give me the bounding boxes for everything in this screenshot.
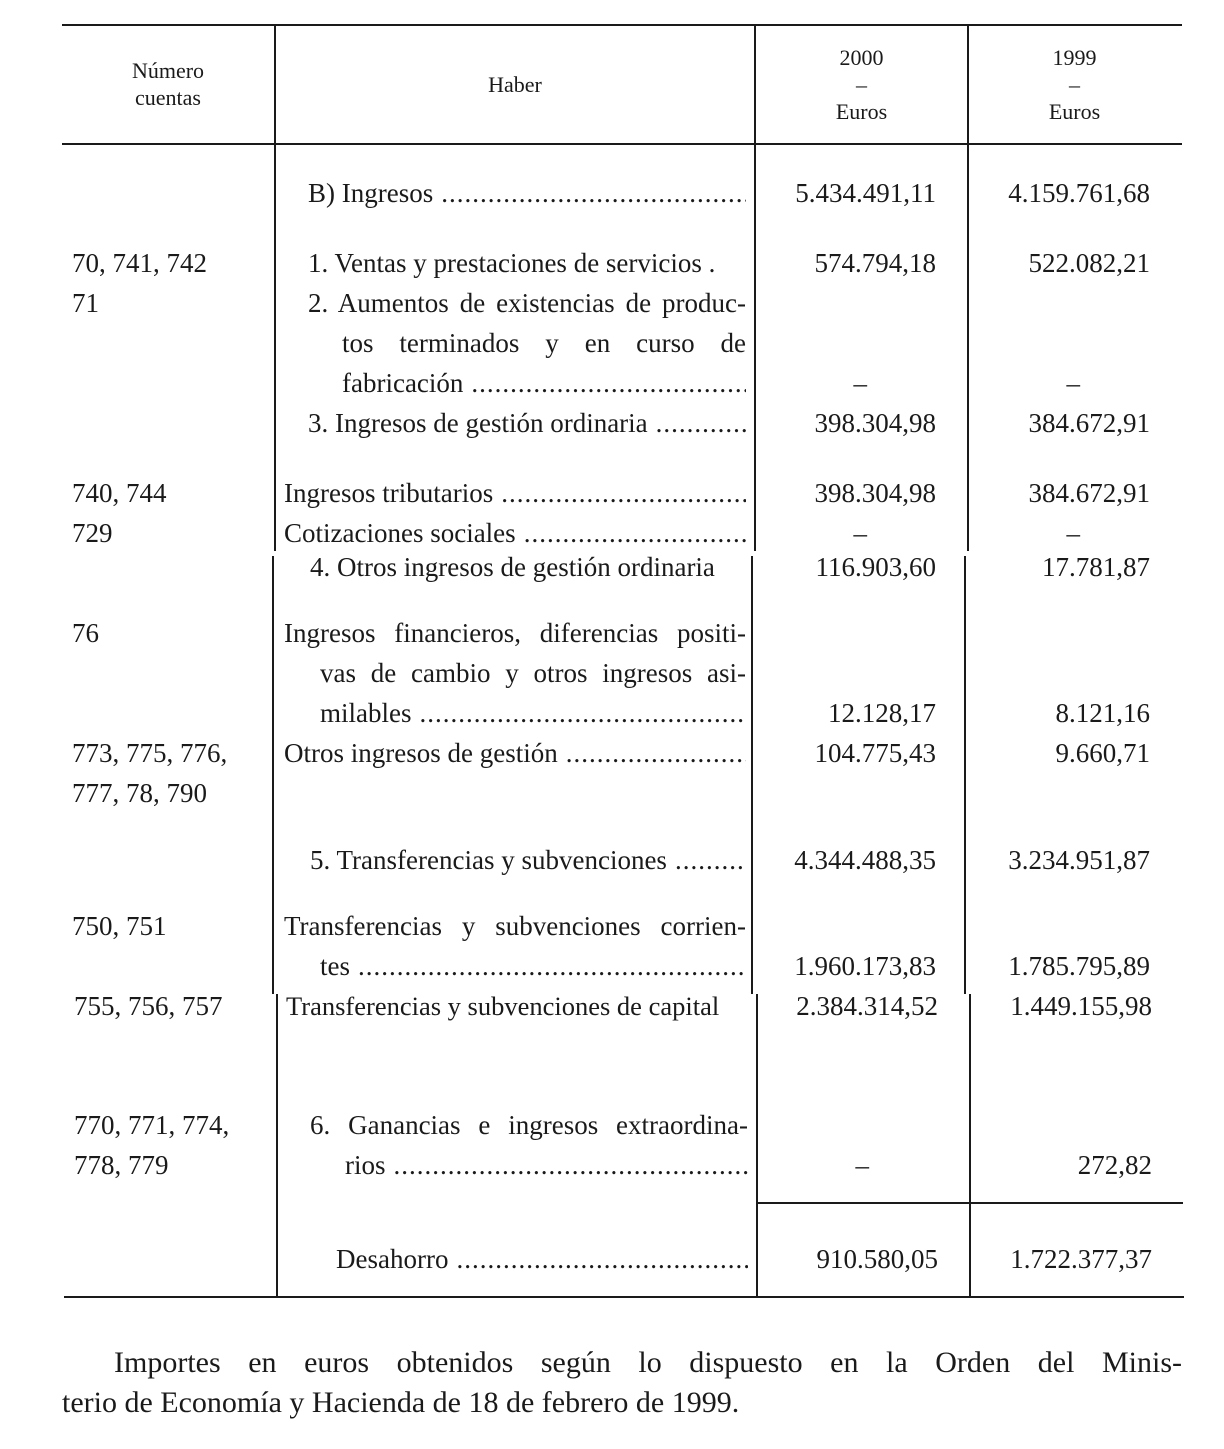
- table-bottom-rule: [64, 1296, 1184, 1298]
- header-accounts: [62, 25, 274, 143]
- row-b-ingresos-2000: 5.434.491,11: [795, 178, 936, 208]
- row-corrientes-2000: 1.960.173,83: [794, 951, 936, 981]
- row-financieros-accounts: 76: [72, 618, 99, 648]
- footnote-line2: terio de Economía y Hacienda de 18 de febrero de 1999.: [62, 1386, 740, 1419]
- header-dash: –: [856, 71, 867, 97]
- row-2-accounts: 71: [72, 288, 99, 318]
- header-unit: Euros: [835, 98, 888, 124]
- row-3-1999: 384.672,91: [1028, 408, 1150, 438]
- footnote: [62, 1343, 1182, 1423]
- header-year-1999: 1999: [1052, 44, 1097, 70]
- header-accounts-line2: cuentas: [135, 85, 201, 110]
- row-corrientes-1999: 1.785.795,89: [1008, 951, 1150, 981]
- row-5-2000: 4.344.488,35: [794, 845, 936, 875]
- row-corrientes-label-line1: Transferencias y subvenciones corrien-: [284, 911, 746, 941]
- row-b-ingresos-1999: 4.159.761,68: [1008, 178, 1150, 208]
- row-desahorro-1999: 1.722.377,37: [1010, 1244, 1152, 1274]
- col-divider-2000: [756, 994, 758, 1297]
- col-divider-2000: [751, 556, 753, 994]
- row-capital-accounts: 755, 756, 757: [74, 991, 223, 1021]
- row-1-accounts: 70, 741, 742: [72, 248, 207, 278]
- header-dash: –: [1069, 71, 1080, 97]
- row-3-label: 3. Ingresos de gestión ordinaria .....: [308, 403, 746, 443]
- row-financieros-1999: 8.121,16: [1055, 698, 1150, 728]
- row-capital-2000: 2.384.314,52: [796, 991, 938, 1021]
- row-6-label-line1: 6. Ganancias e ingresos extraordina-: [310, 1110, 748, 1140]
- row-tributarios-2000: 398.304,98: [814, 478, 936, 508]
- row-4-2000: 116.903,60: [815, 552, 936, 582]
- row-2-label-line1: 2. Aumentos de existencias de produc-: [308, 288, 746, 318]
- row-otros-gestion-accounts-line1: 773, 775, 776,: [72, 738, 228, 768]
- row-5-1999: 3.234.951,87: [1008, 845, 1150, 875]
- row-financieros-2000: 12.128,17: [828, 698, 936, 728]
- row-cotizaciones-2000: –: [853, 518, 867, 548]
- row-6-1999: 272,82: [1077, 1150, 1152, 1180]
- row-corrientes-accounts: 750, 751: [72, 911, 167, 941]
- row-1-2000: 574.794,18: [814, 248, 936, 278]
- row-capital-label: Transferencias y subvenciones de capital: [286, 991, 720, 1021]
- row-capital-1999: 1.449.155,98: [1010, 991, 1152, 1021]
- header-accounts-line1: Número: [131, 58, 205, 83]
- row-otros-gestion-label: Otros ingresos de gestión .....: [284, 733, 746, 773]
- col-divider-1999: [964, 556, 966, 994]
- row-2-label-line3: fabricación .....: [342, 363, 746, 403]
- header-concept: [276, 25, 754, 143]
- row-corrientes-label-line2: tes .....: [320, 946, 746, 986]
- row-1-label: 1. Ventas y prestaciones de servicios .: [308, 248, 716, 278]
- row-2-label-line2: tos terminados y en curso de: [342, 328, 746, 358]
- row-tributarios-1999: 384.672,91: [1028, 478, 1150, 508]
- col-divider-1999: [969, 994, 971, 1297]
- col-divider-concept: [276, 994, 278, 1297]
- row-b-ingresos-label: B) Ingresos .....: [308, 173, 746, 213]
- row-6-label-line2: rios .....: [345, 1145, 748, 1185]
- header-1999: [969, 25, 1180, 143]
- row-tributarios-label: Ingresos tributarios .....: [284, 473, 746, 513]
- row-cotizaciones-1999: –: [1066, 518, 1080, 548]
- row-5-label: 5. Transferencias y subvenciones .....: [310, 840, 746, 880]
- row-financieros-label-line3: milables .....: [320, 693, 746, 733]
- row-otros-gestion-accounts-line2: 777, 78, 790: [72, 778, 207, 808]
- row-6-accounts-line1: 770, 771, 774,: [74, 1110, 230, 1140]
- footnote-line1: Importes en euros obtenidos según lo dispuesto en la Orden del Minis-: [114, 1346, 1182, 1379]
- row-6-2000: –: [855, 1150, 869, 1180]
- header-year-2000: 2000: [839, 44, 884, 70]
- header-bottom-rule: [62, 143, 1182, 145]
- header-unit: Euros: [1048, 98, 1101, 124]
- row-financieros-label-line2: vas de cambio y otros ingresos asi-: [320, 658, 746, 688]
- row-otros-gestion-2000: 104.775,43: [814, 738, 936, 768]
- row-4-1999: 17.781,87: [1042, 552, 1150, 582]
- row-tributarios-accounts: 740, 744: [72, 478, 167, 508]
- row-cotizaciones-accounts: 729: [72, 518, 113, 548]
- row-3-2000: 398.304,98: [814, 408, 936, 438]
- row-6-accounts-line2: 778, 779: [74, 1150, 169, 1180]
- row-financieros-label-line1: Ingresos financieros, diferencias positi-: [284, 618, 746, 648]
- row-cotizaciones-label: Cotizaciones sociales .....: [284, 513, 746, 553]
- header-concept-label: Haber: [488, 71, 542, 97]
- header-2000: [756, 25, 967, 143]
- row-desahorro-2000: 910.580,05: [816, 1244, 938, 1274]
- row-2-1999: –: [1066, 368, 1080, 398]
- row-desahorro-label: Desahorro .....: [336, 1239, 748, 1279]
- row-1-1999: 522.082,21: [1028, 248, 1150, 278]
- row-otros-gestion-1999: 9.660,71: [1055, 738, 1150, 768]
- row-2-2000: –: [853, 368, 867, 398]
- col-divider-concept: [272, 556, 274, 994]
- row-4-label: 4. Otros ingresos de gestión ordinaria: [310, 552, 715, 582]
